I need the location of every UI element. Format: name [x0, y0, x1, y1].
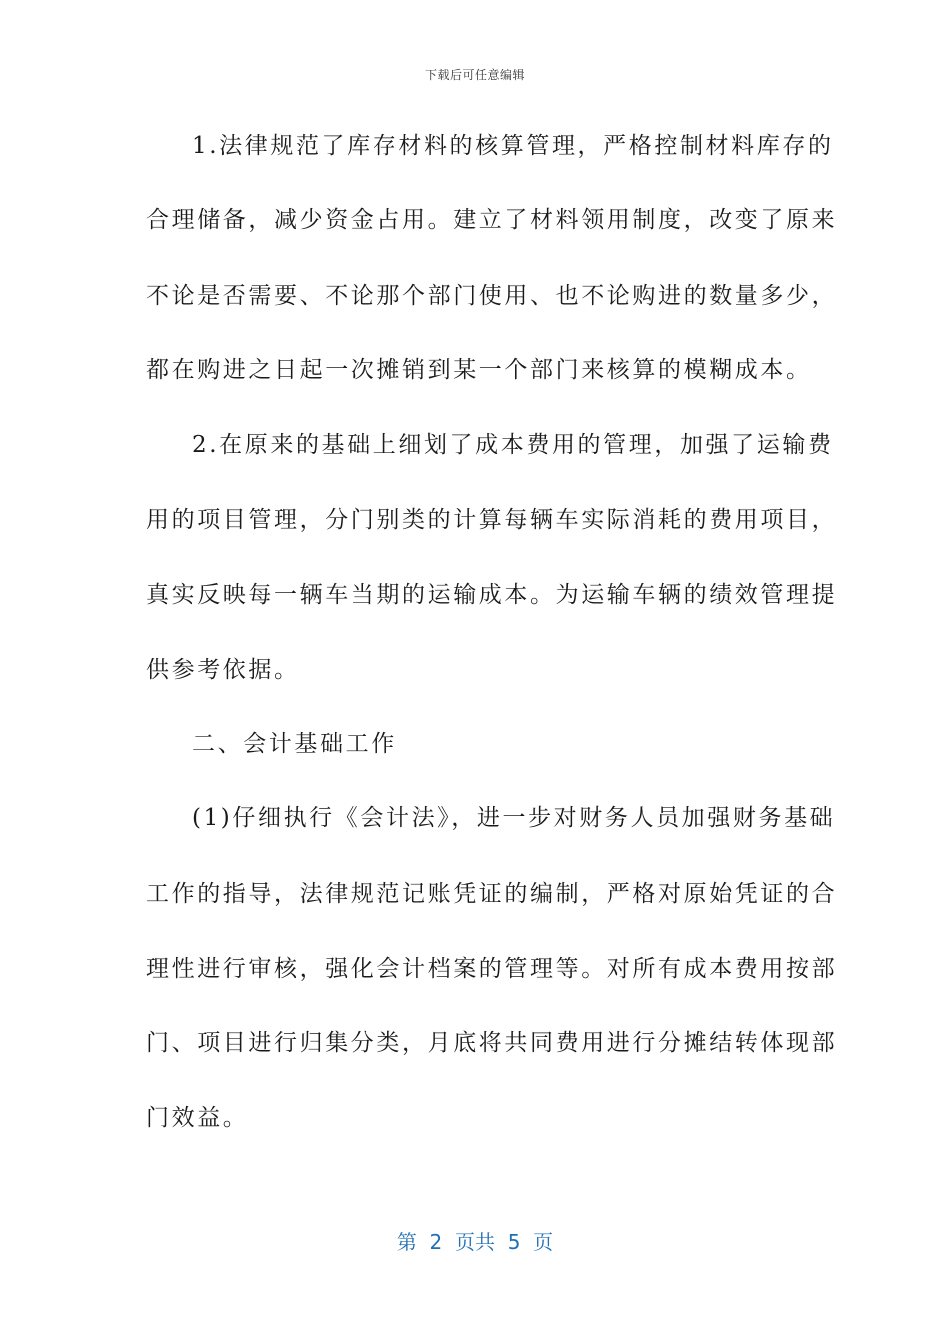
paragraph-line: 2.在原来的基础上细划了成本费用的管理，加强了运输费: [192, 432, 834, 458]
paragraph-line: 理性进行审核，强化会计档案的管理等。对所有成本费用按部: [146, 956, 838, 982]
paragraph-line: 合理储备，减少资金占用。建立了材料领用制度，改变了原来: [146, 207, 838, 233]
paragraph-line: 都在购进之日起一次摊销到某一个部门来核算的模糊成本。: [146, 357, 812, 383]
paragraph-line: 供参考依据。: [146, 657, 300, 683]
paragraph-line: 用的项目管理，分门别类的计算每辆车实际消耗的费用项目，: [146, 507, 838, 533]
header-note: 下载后可任意编辑: [424, 68, 525, 82]
paragraph-line: (1)仔细执行《会计法》，进一步对财务人员加强财务基础: [192, 805, 836, 831]
paragraph-line: 工作的指导，法律规范记账凭证的编制，严格对原始凭证的合: [146, 881, 838, 907]
section-heading: 二、会计基础工作: [192, 731, 397, 757]
paragraph-line: 门、项目进行归集分类，月底将共同费用进行分摊结转体现部: [146, 1030, 838, 1056]
paragraph-line: 门效益。: [146, 1105, 249, 1131]
page-number-footer: 第 2 页共 5 页: [396, 1230, 554, 1254]
paragraph-line: 1.法律规范了库存材料的核算管理，严格控制材料库存的: [192, 133, 834, 159]
paragraph-line: 不论是否需要、不论那个部门使用、也不论购进的数量多少，: [146, 283, 838, 309]
paragraph-line: 真实反映每一辆车当期的运输成本。为运输车辆的绩效管理提: [146, 582, 838, 608]
